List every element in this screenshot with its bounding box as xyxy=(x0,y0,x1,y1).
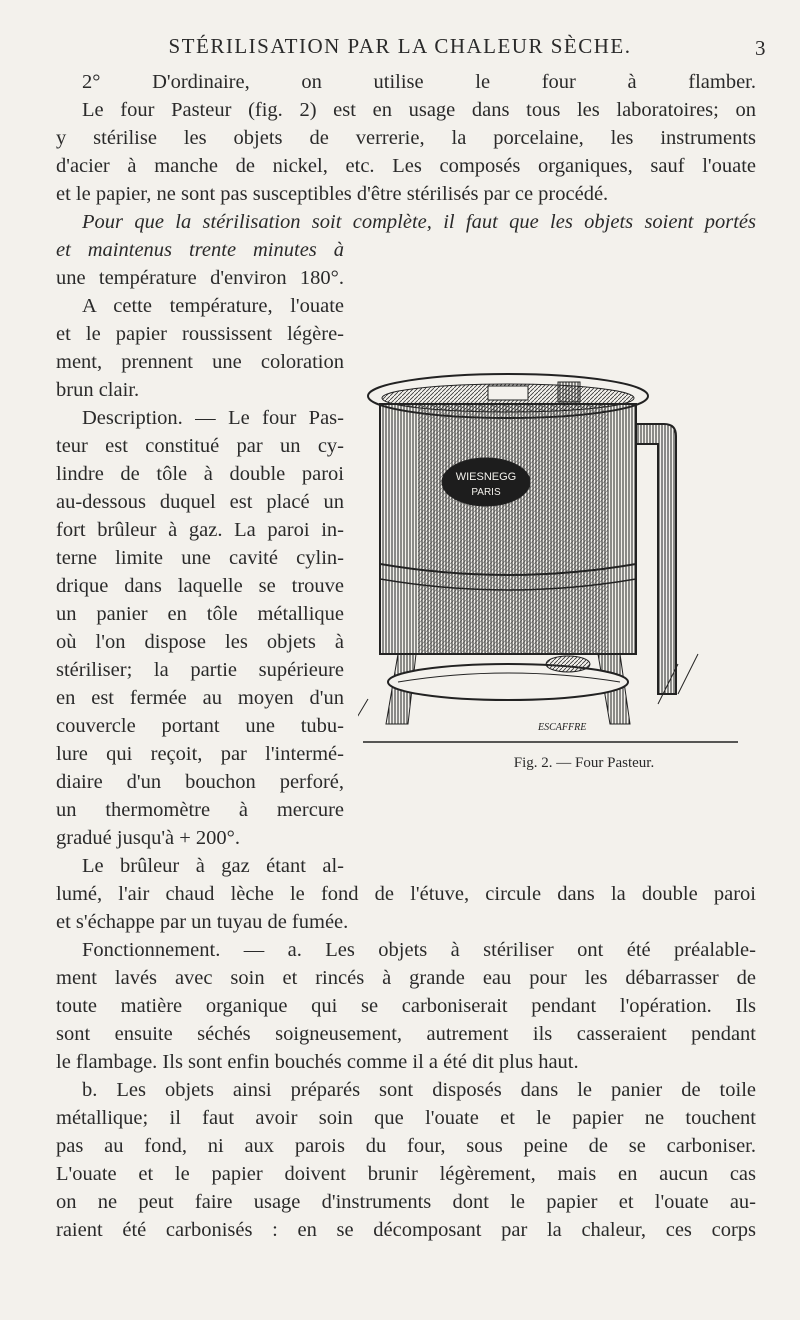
text-line: drique dans laquelle se trouve xyxy=(56,575,344,597)
gas-burner xyxy=(388,664,628,700)
text-line: et maintenus trente minutes à xyxy=(56,239,344,261)
text-line: où l'on dispose les objets à xyxy=(56,631,344,653)
four-pasteur-illustration xyxy=(358,364,758,754)
text-line: Le four Pasteur (fig. 2) est en usage dans tous les laboratoires; on xyxy=(82,99,756,121)
figure-caption: Fig. 2. — Four Pasteur. xyxy=(513,755,655,771)
text-line: diaire d'un bouchon perforé, xyxy=(56,771,344,793)
text-line: A cette température, l'ouate xyxy=(82,295,344,317)
text-line: et s'échappe par un tuyau de fumée. xyxy=(56,911,349,933)
text-line: toute matière organique qui se carboniserait pendant l'opération. Ils xyxy=(56,995,756,1017)
text-line: une température d'environ 180°. xyxy=(56,267,344,289)
text-line: métallique; il faut avoir soin que l'ouate et le papier ne touchent xyxy=(56,1107,756,1129)
text-line: ment lavés avec soin et rincés à grande eau pour les débarrasser de xyxy=(56,967,756,989)
text-line: lindre de tôle à double paroi xyxy=(56,463,344,485)
smoke-pipe xyxy=(636,424,676,694)
maker-plate-text: WIESNEGG xyxy=(455,471,517,483)
text-line: y stérilise les objets de verrerie, la porcelaine, les instruments xyxy=(56,127,756,149)
text-line: Le brûleur à gaz étant al- xyxy=(82,855,344,877)
text-line: et le papier, ne sont pas susceptibles d'être stérilisés par ce procédé. xyxy=(56,183,609,205)
text-line: d'acier à manche de nickel, etc. Les composés organiques, sauf l'ouate xyxy=(56,155,756,177)
text-line: le flambage. Ils sont enfin bouchés comme il a été dit plus haut. xyxy=(56,1051,579,1073)
running-header: STÉRILISATION PAR LA CHALEUR SÈCHE. xyxy=(168,34,632,58)
text-line: 2° D'ordinaire, on utilise le four à flamber. xyxy=(82,71,756,93)
text-line: et le papier roussissent légère- xyxy=(56,323,344,345)
text-line: couvercle portant une tubu- xyxy=(56,715,344,737)
text-line: L'ouate et le papier doivent brunir légèrement, mais en aucun cas xyxy=(56,1163,756,1185)
text-line: lumé, l'air chaud lèche le fond de l'étuve, circule dans la double paroi xyxy=(56,883,756,905)
text-line: teur est constitué par un cy- xyxy=(56,435,344,457)
text-line: brun clair. xyxy=(56,379,140,401)
lid-handle xyxy=(488,386,528,400)
text-line: pas au fond, ni aux parois du four, sous peine de se carboniser. xyxy=(56,1135,756,1157)
text-line: en est fermée au moyen d'un xyxy=(56,687,344,709)
text-line: un panier en tôle métallique xyxy=(56,603,344,625)
text-line: au-dessous duquel est placé un xyxy=(56,491,344,513)
maker-plate-city: PARIS xyxy=(471,487,501,498)
text-line: Fonctionnement. — a. Les objets à stériliser ont été préalable- xyxy=(82,939,756,961)
text-line: sont ensuite séchés soigneusement, autrement ils casseraient pendant xyxy=(56,1023,756,1045)
figure-four-pasteur xyxy=(358,364,758,754)
text-line: stériliser; la partie supérieure xyxy=(56,659,344,681)
text-line: lure qui reçoit, par l'intermé- xyxy=(56,743,344,765)
text-line: b. Les objets ainsi préparés sont disposés dans le panier de toile xyxy=(82,1079,756,1101)
engraver-mark: ESCAFFRE xyxy=(538,722,587,733)
text-line: gradué jusqu'à + 200°. xyxy=(56,827,240,849)
text-line: Description. — Le four Pas- xyxy=(82,407,344,429)
text-line: ment, prennent une coloration xyxy=(56,351,344,373)
text-line: on ne peut faire usage d'instruments dont le papier et l'ouate au- xyxy=(56,1191,756,1213)
text-line: raient été carbonisés : en se décomposant par la chaleur, ces corps xyxy=(56,1219,756,1241)
text-line: fort brûleur à gaz. La paroi in- xyxy=(56,519,344,541)
text-line: Pour que la stérilisation soit complète, il faut que les objets soient portés xyxy=(82,211,756,233)
text-line: un thermomètre à mercure xyxy=(56,799,344,821)
tubulure xyxy=(558,382,580,402)
page-number: 3 xyxy=(755,36,766,60)
text-line: terne limite une cavité cylin- xyxy=(56,547,344,569)
